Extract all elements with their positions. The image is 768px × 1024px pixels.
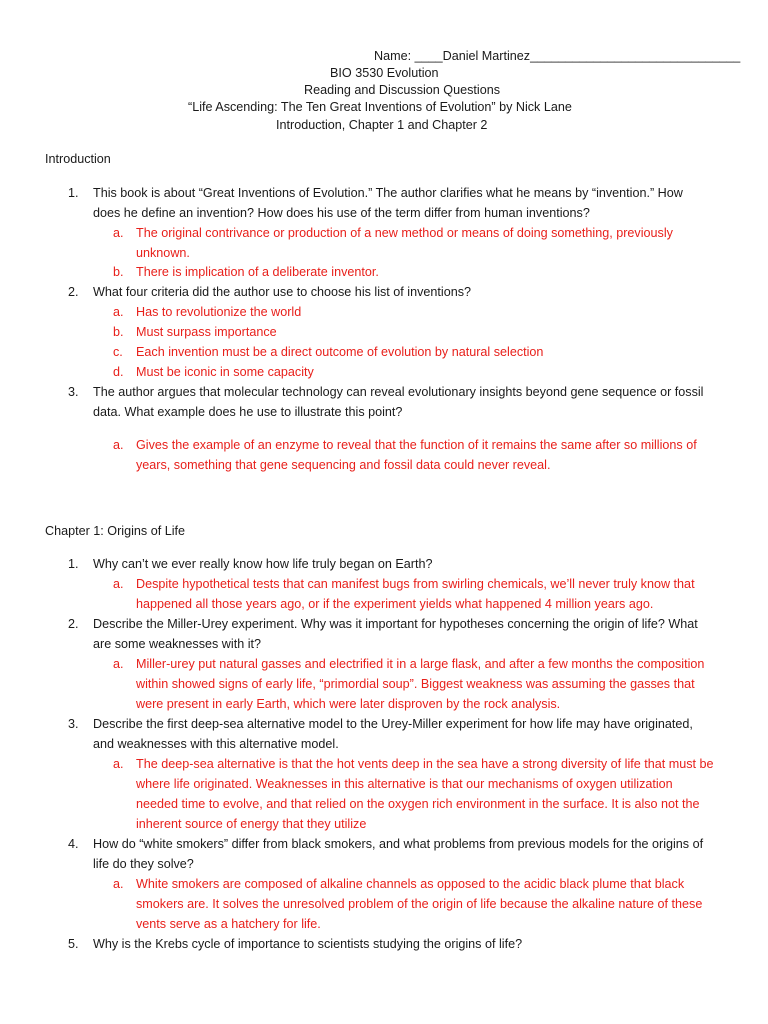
- answer-letter: c.: [113, 345, 123, 359]
- question-number: 2.: [68, 285, 79, 299]
- answer-text: years, something that gene sequencing and fossil data could never reveal.: [136, 458, 551, 472]
- question-number: 4.: [68, 837, 79, 851]
- answer-text: Gives the example of an enzyme to reveal that the function of it remains the same after so millions of: [136, 438, 697, 452]
- question-text: and weaknesses with this alternative model.: [93, 737, 339, 751]
- course-title: BIO 3530 Evolution: [330, 66, 439, 80]
- question-number: 1.: [68, 186, 79, 200]
- answer-letter: a.: [113, 226, 124, 240]
- question-text: The author argues that molecular technology can reveal evolutionary insights beyond gene sequence or fossil: [93, 385, 704, 399]
- answer-text: within showed signs of early life, “primordial soup”. Biggest weakness was assuming the gasses that: [136, 677, 695, 691]
- answer-text: The deep-sea alternative is that the hot vents deep in the sea have a strong diversity of life that must be: [136, 757, 714, 771]
- answer-letter: a.: [113, 305, 124, 319]
- answer-text: vents serve as a hatchery for life.: [136, 917, 321, 931]
- question-number: 3.: [68, 717, 79, 731]
- book-title: “Life Ascending: The Ten Great Inventions of Evolution” by Nick Lane: [188, 100, 572, 114]
- question-text: Why can’t we ever really know how life truly began on Earth?: [93, 557, 433, 571]
- answer-text: needed time to evolve, and that relied on the oxygen rich environment in the surface. It is also not the: [136, 797, 700, 811]
- document-subtitle: Reading and Discussion Questions: [304, 83, 501, 97]
- chapters-covered: Introduction, Chapter 1 and Chapter 2: [276, 118, 488, 132]
- question-text: Describe the Miller-Urey experiment. Why was it important for hypotheses concerning the origin of life? What: [93, 617, 698, 631]
- question-text: This book is about “Great Inventions of Evolution.” The author clarifies what he means by “invention.” How: [93, 186, 683, 200]
- question-text: does he define an invention? How does his use of the term differ from human inventions?: [93, 206, 590, 220]
- answer-letter: b.: [113, 265, 124, 279]
- answer-text: inherent source of energy that they utilize: [136, 817, 367, 831]
- answer-text: Miller-urey put natural gasses and electrified it in a large flask, and after a few months the composition: [136, 657, 705, 671]
- question-text: What four criteria did the author use to choose his list of inventions?: [93, 285, 472, 299]
- answer-text: where life originated. Weaknesses in this alternative is that our mechanisms of oxygen utilization: [136, 777, 673, 791]
- answer-text: Must be iconic in some capacity: [136, 365, 314, 379]
- answer-letter: a.: [113, 657, 124, 671]
- answer-text: unknown.: [136, 246, 190, 260]
- answer-text: Has to revolutionize the world: [136, 305, 302, 319]
- answer-text: Must surpass importance: [136, 325, 277, 339]
- question-number: 3.: [68, 385, 79, 399]
- question-text: Describe the first deep-sea alternative model to the Urey-Miller experiment for how life may have originated,: [93, 717, 693, 731]
- question-text: How do “white smokers” differ from black smokers, and what problems from previous models for the origins of: [93, 837, 704, 851]
- question-text: life do they solve?: [93, 857, 194, 871]
- answer-text: happened all those years ago, or if the experiment yields what happened 4 million years ago.: [136, 597, 654, 611]
- answer-letter: a.: [113, 577, 124, 591]
- section-heading-chapter-1: Chapter 1: Origins of Life: [45, 524, 186, 538]
- answer-letter: a.: [113, 757, 124, 771]
- question-text: are some weaknesses with it?: [93, 637, 261, 651]
- answer-letter: b.: [113, 325, 124, 339]
- section-heading-introduction: Introduction: [45, 152, 111, 166]
- answer-letter: a.: [113, 877, 124, 891]
- question-number: 5.: [68, 937, 79, 951]
- answer-letter: d.: [113, 365, 124, 379]
- answer-text: Each invention must be a direct outcome of evolution by natural selection: [136, 345, 544, 359]
- answer-text: White smokers are composed of alkaline channels as opposed to the acidic black plume that black: [136, 877, 685, 891]
- answer-text: were present in early Earth, which were later disproven by the rock analysis.: [136, 697, 561, 711]
- question-text: Why is the Krebs cycle of importance to scientists studying the origins of life?: [93, 937, 523, 951]
- question-text: data. What example does he use to illustrate this point?: [93, 405, 403, 419]
- question-number: 2.: [68, 617, 79, 631]
- question-number: 1.: [68, 557, 79, 571]
- answer-letter: a.: [113, 438, 124, 452]
- name-line: Name: ____Daniel Martinez______________________________: [374, 49, 741, 63]
- answer-text: smokers are. It solves the unresolved problem of the origin of life because the alkaline nature of these: [136, 897, 703, 911]
- answer-text: There is implication of a deliberate inventor.: [136, 265, 379, 279]
- answer-text: Despite hypothetical tests that can manifest bugs from swirling chemicals, we’ll never truly know that: [136, 577, 695, 591]
- answer-text: The original contrivance or production of a new method or means of doing something, previously: [136, 226, 673, 240]
